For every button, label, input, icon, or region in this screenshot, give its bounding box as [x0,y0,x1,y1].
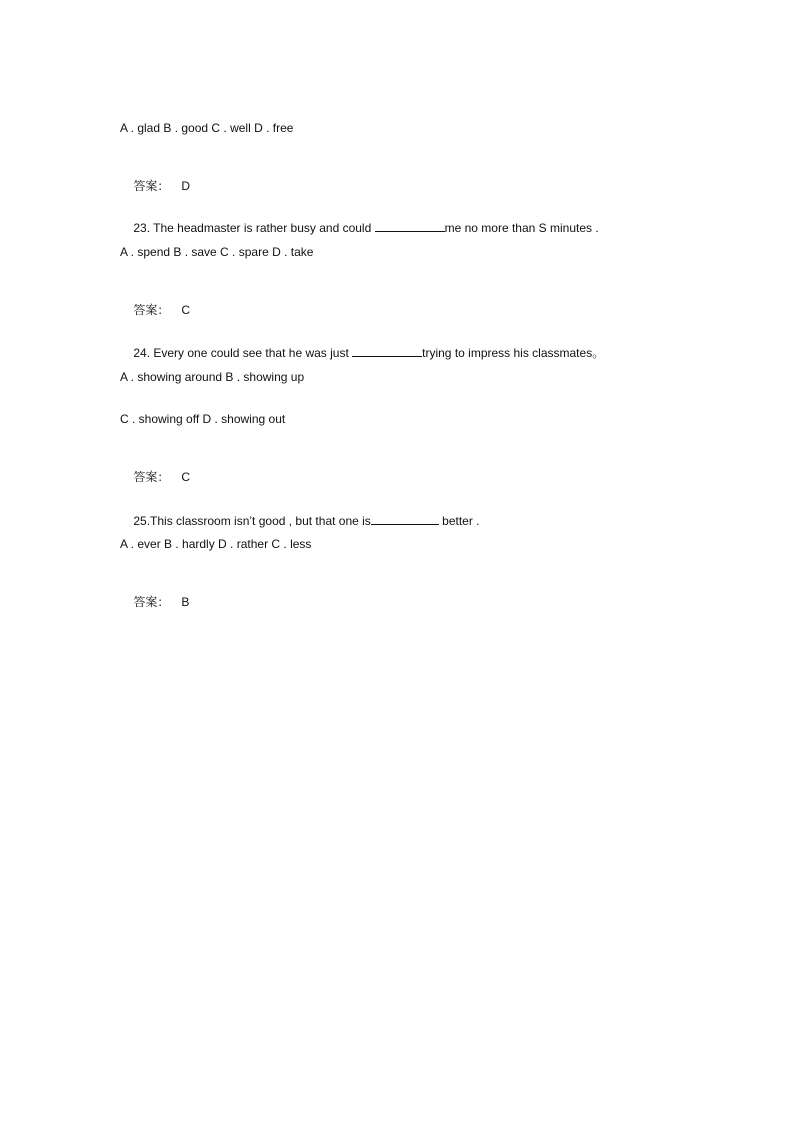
q25-stem-after: better . [438,514,480,528]
q24-options-line1: A . showing around B . showing up [120,370,305,384]
answer-label: 答案： [133,303,170,317]
q25-blank [371,512,439,525]
answer-value: B [181,595,190,609]
q24-options-line2: C . showing off D . showing out [120,412,286,426]
answer-value: C [181,470,191,484]
q23-answer [120,286,190,334]
q24-blank [352,344,422,357]
q24-stem-after: trying to impress his classmates。 [422,346,605,360]
q23-options: A . spend B . save C . spare D . take [120,245,314,259]
answer-value: D [181,179,191,193]
answer-label: 答案： [133,595,170,609]
q22-options: A . glad B . good C . well D . free [120,121,294,135]
q23-stem-before: 23. The headmaster is rather busy and could [133,221,375,235]
q23-blank [375,219,445,232]
answer-value: C [181,303,191,317]
q25-answer [120,578,189,626]
q25-options: A . ever B . hardly D . rather C . less [120,537,312,551]
answer-label: 答案： [133,179,170,193]
answer-label: 答案： [133,470,170,484]
q24-stem-before: 24. Every one could see that he was just [133,346,353,360]
q24-answer [120,453,190,501]
q25-stem-before: 25.This classroom isn’t good , but that one is [133,514,371,528]
q23-stem-after: me no more than S minutes . [444,221,599,235]
